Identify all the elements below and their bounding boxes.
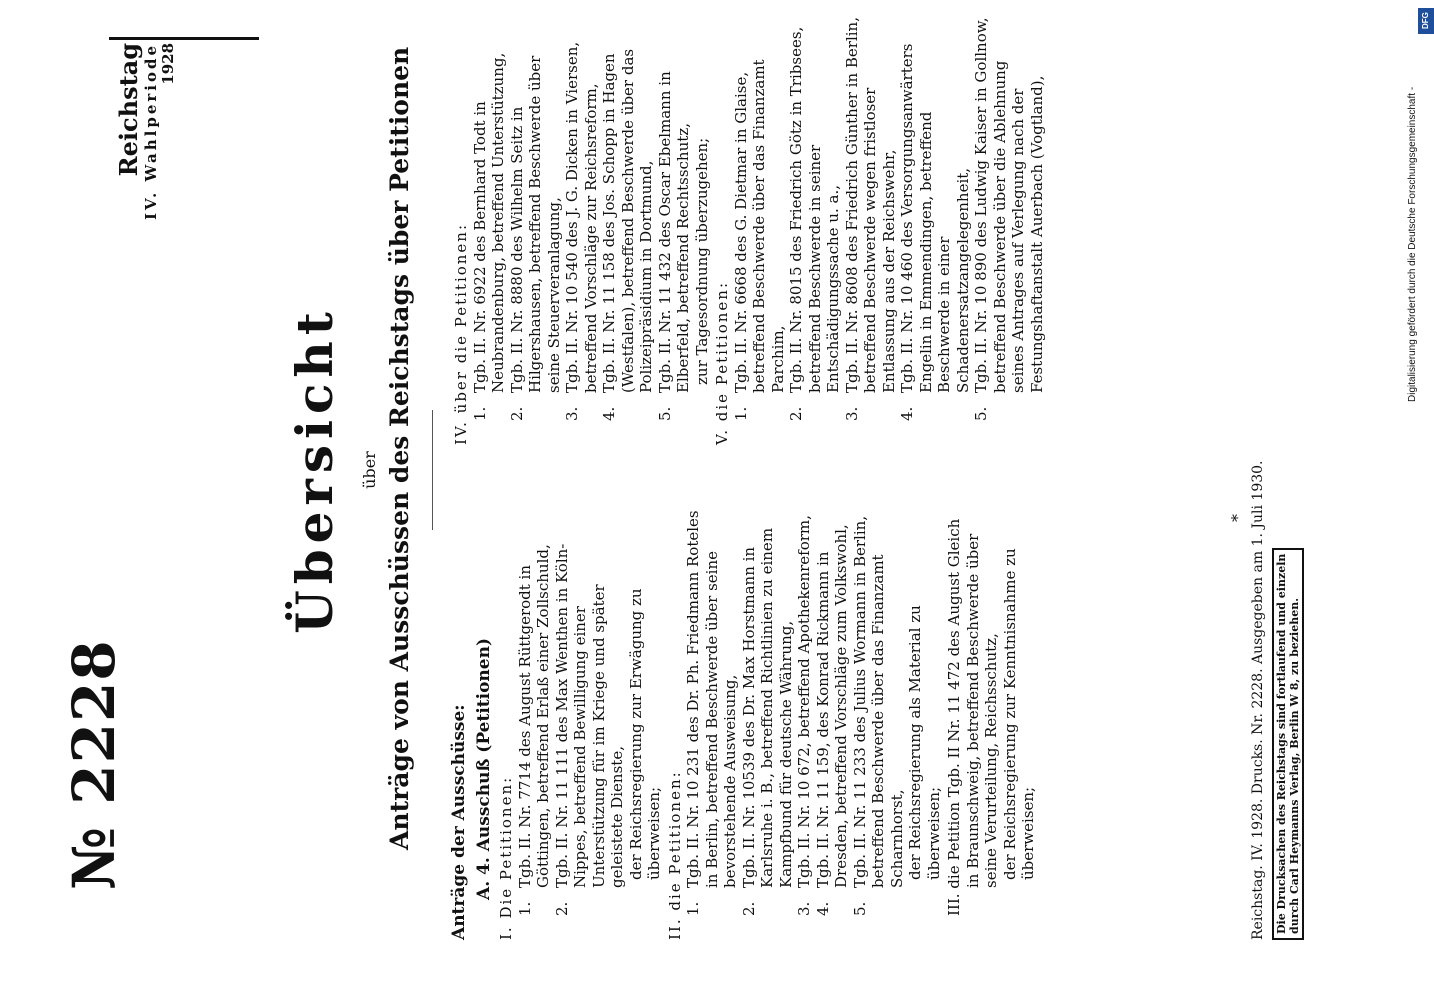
section-II: II. die Petitionen: xyxy=(665,770,684,940)
footer-box-line1: Die Drucksachen des Reichstags sind fortlaufend und einzeln xyxy=(1275,553,1288,934)
petition-number: 1. xyxy=(515,901,534,916)
petition-text: Tgb. II. Nr. 10 890 des Ludwig Kaiser in Gollnow, betreffend Beschwerde über die Ablehnung seines Antrages auf Verlegung nach der Festungshaftanstalt Auerbach (Vogtland), xyxy=(972,17,1046,393)
wahlperiode-label: IV. Wahlperiode xyxy=(141,42,160,220)
petition-number: 3. xyxy=(795,901,813,916)
section-I: I. Die Petitionen: xyxy=(497,775,515,940)
footer-box xyxy=(1272,548,1304,940)
petition-text: Tgb. II. Nr. 11 159, des Konrad Rickmann in Dresden, betreffend Vorschläge zum Volkswohl, xyxy=(813,524,850,888)
petition-text: Tgb. II. Nr. 8608 des Friedrich Günther in Berlin, betreffend Beschwerde wegen fristloser Entlassung aus der Reichswehr, xyxy=(842,17,898,393)
petition-item xyxy=(972,15,1046,445)
petition-text: Tgb. II. Nr. 11 432 des Oscar Ebelmann in Elberfeld, betreffend Rechtsschutz, xyxy=(655,71,692,393)
right-column xyxy=(450,15,1046,445)
petition-text: Tgb. II. Nr. 8015 des Friedrich Götz in Tribsees, betreffend Beschwerde in seiner Entschädigungssache u. a., xyxy=(787,26,842,393)
section-I-items xyxy=(516,510,627,940)
petition-text: Tgb. II. Nr. 6668 des G. Dietmar in Glaise, betreffend Beschwerde über das Finanzamt Parchim, xyxy=(731,59,787,393)
petition-item xyxy=(600,15,656,445)
petition-number: 1. xyxy=(684,901,702,916)
dfg-logo: DFG xyxy=(1418,8,1434,34)
petition-text: Tgb. II. Nr. 6922 des Bernhard Todt in Neubrandenburg, betreffend Unterstützung, xyxy=(470,52,507,393)
petition-item xyxy=(851,510,907,940)
petition-number: 5. xyxy=(655,406,674,421)
petition-number: 2. xyxy=(507,406,526,421)
section-IV-items xyxy=(471,15,693,445)
petition-text: Tgb. II. Nr. 7714 des August Rüttgerodt in Göttingen, betreffend Erlaß einer Zollschuld, xyxy=(515,544,552,888)
document-subtitle: Anträge von Ausschüssen des Reichstags über Petitionen xyxy=(385,46,414,850)
petition-item xyxy=(732,15,788,445)
section-heading: A. 4. Ausschuß (Petitionen) xyxy=(473,637,494,900)
reichstag-rule xyxy=(109,37,259,40)
footer-line: Reichstag. IV. 1928. Drucks. Nr. 2228. Ausgegeben am 1. Juli 1930. xyxy=(1250,460,1266,940)
petition-number: 2. xyxy=(787,406,805,421)
petition-number: 3. xyxy=(563,406,581,421)
petition-text: Tgb. II. Nr. 10539 des Dr. Max Horstmann in Karlsruhe i. B., betreffend Richtlinien zu einem Kampfbund für deutsche Währung, xyxy=(739,527,795,888)
petition-text: Tgb. II. Nr. 10 540 des J. G. Dicken in Viersen, betreffend Vorschläge zur Reichsreform, xyxy=(563,41,600,393)
petition-number: 4. xyxy=(898,406,916,421)
petition-text: Tgb. II. Nr. 8880 des Wilhelm Seitz in Hilgershausen, betreffend Beschwerde über seine Steuerveranlagung, xyxy=(507,55,563,393)
petition-item xyxy=(471,15,508,445)
footer-star: * xyxy=(1228,514,1247,522)
section-III: III. die Petition Tgb. II Nr. 11 472 des August Gleich in Braunschweig, betreffend Beschwerde über seine Verurteilung, Reichsschutz, xyxy=(945,518,1000,916)
petition-text: Tgb. II. Nr. 11 158 des Jos. Schopp in Hagen (Westfalen), betreffend Beschwerde über das Polizeipräsidium in Dortmund, xyxy=(600,48,655,393)
section-IV-action: zur Tagesordnung überzugehen; xyxy=(692,137,711,385)
petition-number: 5. xyxy=(850,901,869,916)
section-V: V. die Petitionen: xyxy=(713,280,731,445)
petition-item xyxy=(787,15,843,445)
petition-item xyxy=(553,510,627,940)
petition-item xyxy=(508,15,564,445)
petition-number: 1. xyxy=(470,406,489,421)
section-V-items xyxy=(732,15,1047,445)
petition-number: 4. xyxy=(813,901,832,916)
petition-item xyxy=(563,15,600,445)
section-II-action: der Reichsregierung als Material zu überweisen; xyxy=(906,605,943,880)
petition-text: Tgb. II. Nr. 10 460 des Versorgungsanwärters Engelin in Emmendingen, betreffend Beschwerde in einer Schadenersatzangelegenheit, xyxy=(898,43,972,393)
petition-text: Tgb. II. Nr. 11 111 des Max Wenthen in Köln-Nippes, betreffend Bewilligung einer Unterstützung für im Kriege und später geleistete Dienste, xyxy=(552,543,626,888)
petition-number: 4. xyxy=(600,406,618,421)
footer-box-line2: durch Carl Heymanns Verlag, Berlin W 8, zu beziehen. xyxy=(1288,597,1301,934)
section-III-action: der Reichsregierung zur Kenntnisnahme zu überweisen; xyxy=(1000,548,1037,880)
document-title: Übersicht xyxy=(285,306,344,634)
reichstag-block xyxy=(115,43,177,220)
petition-item xyxy=(684,510,740,940)
petition-item xyxy=(814,510,851,940)
petition-item xyxy=(656,15,693,445)
petition-item xyxy=(843,15,899,445)
separator-rule xyxy=(432,410,433,530)
left-column xyxy=(450,510,1038,940)
title-connector: über xyxy=(360,451,379,489)
section-II-items xyxy=(684,510,906,940)
section-I-action: der Reichsregierung zur Erwägung zu überweisen; xyxy=(626,588,663,880)
reichstag-label: Reichstag xyxy=(114,42,143,177)
petition-number: 1. xyxy=(731,406,750,421)
left-heading: Anträge der Ausschüsse: xyxy=(449,704,469,940)
petition-item xyxy=(516,510,553,940)
credit-strip xyxy=(1407,10,1427,990)
petition-number: 3. xyxy=(842,406,861,421)
petition-text: Tgb. II. Nr. 10 672, betreffend Apothekenreform, xyxy=(795,515,813,888)
petition-number: 2. xyxy=(552,901,571,916)
petition-number: 2. xyxy=(739,901,758,916)
petition-item xyxy=(740,510,796,940)
document-number: № 2228 xyxy=(60,639,128,890)
petition-number: 5. xyxy=(972,406,990,421)
section-IV: IV. über die Petitionen: xyxy=(452,222,470,445)
credit-text: Digitalisierung gefördert durch die Deutsche Forschungsgemeinschaft - xyxy=(1407,86,1418,402)
petition-item xyxy=(795,510,814,940)
year-label: 1928 xyxy=(158,42,177,85)
petition-text: Tgb. II. Nr. 10 231 des Dr. Ph. Friedmann Roteles in Berlin, betreffend Beschwerde über seine bevorstehende Ausweisung, xyxy=(684,510,739,888)
petition-text: Tgb. II. Nr. 11 233 des Julius Wormann in Berlin, betreffend Beschwerde über das Finanzamt Scharnhorst, xyxy=(850,515,906,888)
petition-item xyxy=(898,15,972,445)
